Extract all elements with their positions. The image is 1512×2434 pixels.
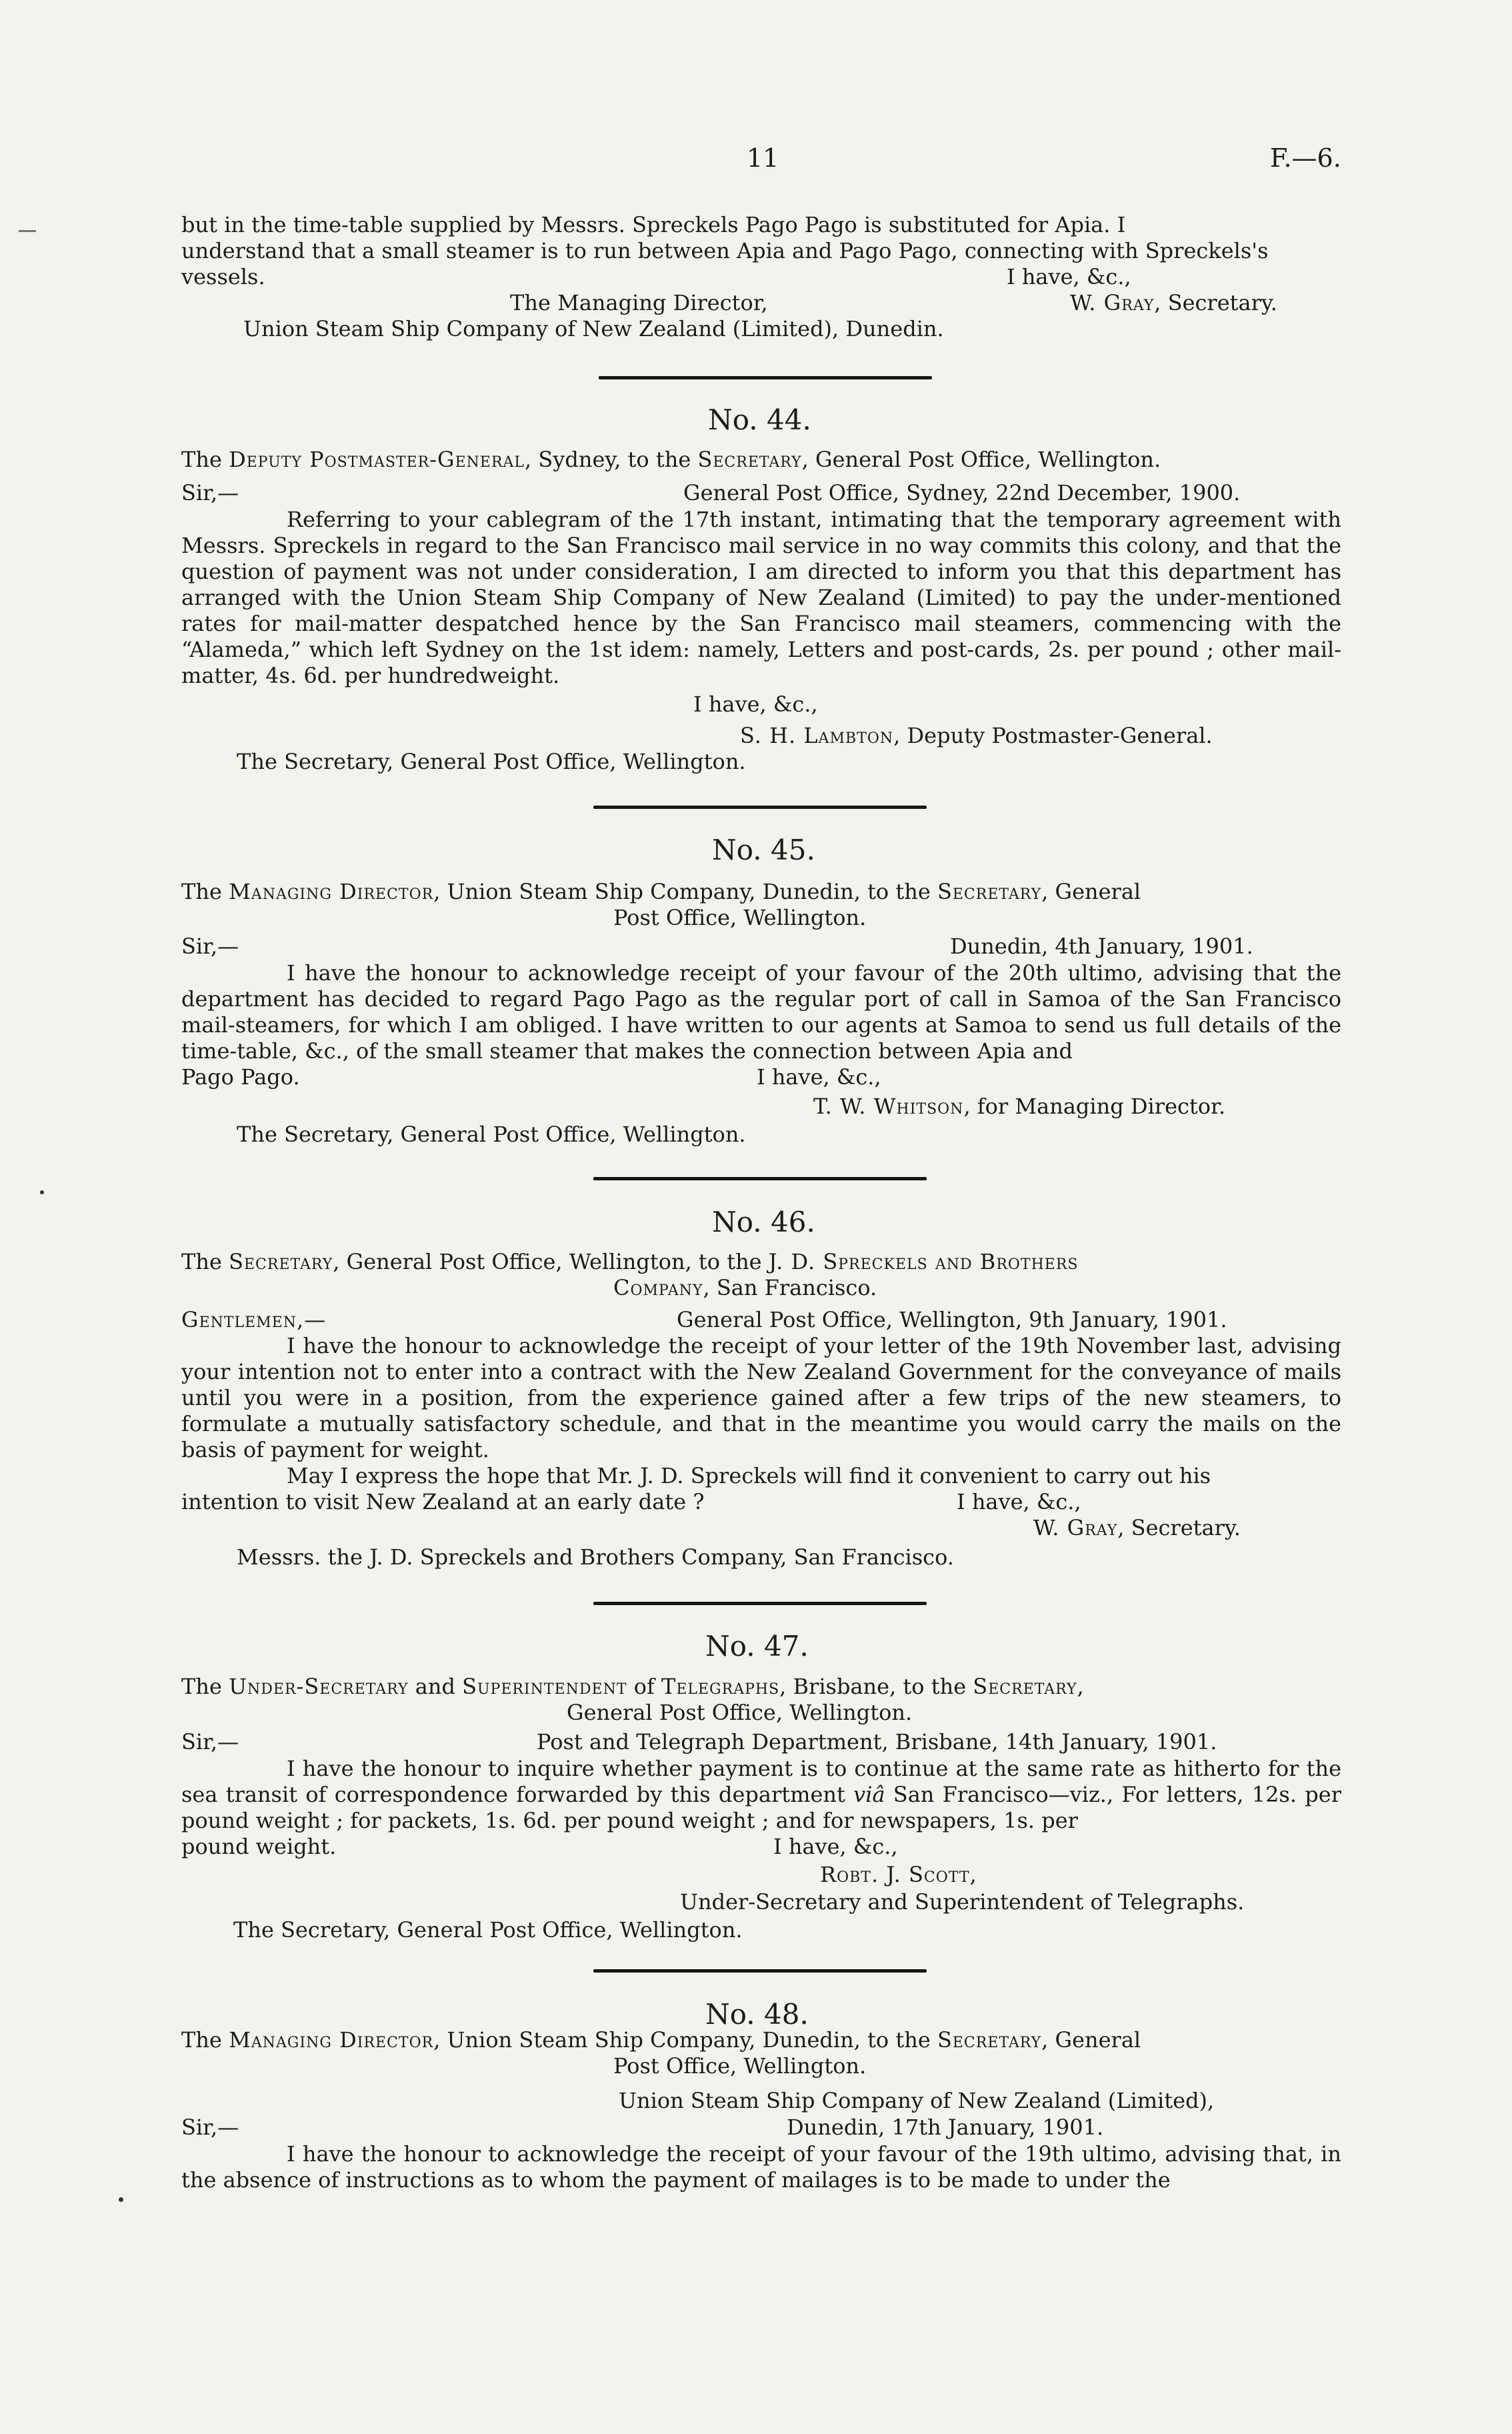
letter-body: Referring to your cablegram of the 17th instant, intimating that the temporary agreement with Messrs. Spreckels in regard to the San Francisco mail service in no way commits this colony, and that the question of payment was not under consideration, I am directed to inform you that this department has arranged with the Union Steam Ship Company of New Zealand (Limited) to pay the under-mentioned rates for mail-matter despatched hence by the San Francisco mail steamers, commencing with the “Alameda,” which left Sydney on the 1st idem: namely, Letters and post-cards, 2s. per pound ; other mail-matter, 4s. 6d. per hundredweight. bbox=[181, 507, 1341, 688]
letter-body-last-line: Pago Pago. bbox=[181, 1064, 300, 1090]
addressee: The Secretary, General Post Office, Wellington. bbox=[233, 1917, 743, 1943]
letter-number: No. 46. bbox=[712, 1206, 815, 1238]
letter-heading: The Managing Director, Union Steam Ship Company, Dunedin, to the Secretary, General bbox=[181, 879, 1141, 904]
section-divider bbox=[599, 376, 932, 379]
addressee-organization: Union Steam Ship Company of New Zealand (Limited), Dunedin. bbox=[243, 316, 944, 341]
closing: I have, &c., bbox=[773, 1834, 898, 1859]
letter-heading: The Managing Director, Union Steam Ship Company, Dunedin, to the Secretary, General bbox=[181, 2027, 1141, 2053]
signature: T. W. Whitson, for Managing Director. bbox=[813, 1094, 1225, 1119]
letter-body: I have the honour to acknowledge receipt of your favour of the 20th ultimo, advising that the department has decided to regard Pago Pago as the regular port of call in Samoa of the San Francisco mail-steamers, for which I am obliged. I have written to our agents at Samoa to send us full details of the time-table, &c., of the small steamer that makes the connection between Apia and bbox=[181, 960, 1341, 1064]
addressee: Messrs. the J. D. Spreckels and Brothers Company, San Francisco. bbox=[237, 1544, 954, 1570]
section-divider bbox=[593, 1602, 927, 1605]
letter-body-2-last-line: intention to visit New Zealand at an early date ? bbox=[181, 1489, 705, 1514]
letter-number: No. 47. bbox=[705, 1630, 809, 1662]
signature: W. Gray, Secretary. bbox=[1033, 1515, 1241, 1540]
addressee: The Secretary, General Post Office, Wellington. bbox=[237, 749, 746, 774]
closing: I have, &c., bbox=[757, 1064, 881, 1090]
page-number: 11 bbox=[747, 143, 779, 173]
letter-number: No. 48. bbox=[705, 1998, 809, 2031]
section-divider bbox=[593, 1969, 927, 1973]
signer-name: W. Gray bbox=[1070, 290, 1155, 315]
salutation: Sir,— bbox=[181, 2115, 239, 2140]
continuation-line-2: understand that a small steamer is to run between Apia and Pago Pago, connecting with Spreckels's bbox=[181, 238, 1269, 263]
sender-line: Union Steam Ship Company of New Zealand (Limited), bbox=[619, 2088, 1215, 2113]
letter-number: No. 45. bbox=[712, 834, 815, 866]
section-divider bbox=[593, 1177, 927, 1180]
scan-mark bbox=[19, 230, 36, 232]
scan-mark bbox=[119, 2197, 123, 2202]
letter-heading-line-2: Company, San Francisco. bbox=[613, 1275, 877, 1300]
closing: I have, &c., bbox=[957, 1489, 1081, 1514]
letter-body-last-line: pound weight. bbox=[181, 1834, 337, 1859]
signature: Robt. J. Scott, bbox=[820, 1862, 977, 1887]
addressee: The Managing Director, bbox=[510, 290, 768, 315]
dateline: General Post Office, Sydney, 22nd December, 1900. bbox=[683, 480, 1241, 505]
addressee: The Secretary, General Post Office, Wellington. bbox=[237, 1122, 746, 1147]
signer-role: Under-Secretary and Superintendent of Telegraphs. bbox=[680, 1889, 1245, 1915]
letter-heading-line-2: Post Office, Wellington. bbox=[613, 905, 867, 930]
dateline: Post and Telegraph Department, Brisbane, 14th January, 1901. bbox=[537, 1729, 1217, 1754]
dateline: General Post Office, Wellington, 9th January, 1901. bbox=[677, 1307, 1227, 1332]
salutation: Gentlemen,— bbox=[181, 1307, 327, 1332]
salutation: Sir,— bbox=[181, 480, 239, 505]
letter-body: I have the honour to acknowledge the receipt of your favour of the 19th ultimo, advising that, in the absence of instructions as to whom the payment of mailages is to be made to under the bbox=[181, 2141, 1341, 2193]
dateline: Dunedin, 17th January, 1901. bbox=[787, 2115, 1104, 2140]
letter-heading: The Secretary, General Post Office, Wellington, to the J. D. Spreckels and Brothers bbox=[181, 1249, 1079, 1274]
document-reference: F.—6. bbox=[1270, 143, 1341, 173]
continuation-line-3: vessels. bbox=[181, 264, 265, 289]
closing: I have, &c., bbox=[1007, 264, 1131, 289]
scan-mark bbox=[40, 1190, 44, 1194]
section-divider bbox=[593, 806, 927, 809]
salutation: Sir,— bbox=[181, 1729, 239, 1754]
signature: S. H. Lambton, Deputy Postmaster-General. bbox=[740, 723, 1213, 748]
letter-heading: The Under-Secretary and Superintendent of Telegraphs, Brisbane, to the Secretary, bbox=[181, 1674, 1084, 1699]
signer-title: , Secretary. bbox=[1154, 290, 1277, 315]
salutation: Sir,— bbox=[181, 934, 239, 959]
signature bbox=[1070, 290, 1277, 316]
letter-body: I have the honour to inquire whether payment is to continue at the same rate as hitherto for the sea transit of correspondence forwarded by this department viâ San Francisco—viz., For letters, 12s. per pound weight ; for packets, 1s. 6d. per pound weight ; and for newspapers, 1s. per bbox=[181, 1756, 1342, 1833]
letter-heading-line-2: Post Office, Wellington. bbox=[613, 2053, 867, 2079]
letter-heading: The Deputy Postmaster-General, Sydney, to the Secretary, General Post Office, Wellington. bbox=[181, 447, 1161, 472]
closing: I have, &c., bbox=[693, 692, 818, 717]
letter-body: I have the honour to acknowledge the receipt of your letter of the 19th November last, advising your intention not to enter into a contract with the New Zealand Government for the conveyance of mails until you were in a position, from the experience gained after a few trips of the new steamers, to formulate a mutually satisfactory schedule, and that in the meantime you would carry the mails on the basis of payment for weight. bbox=[181, 1333, 1341, 1462]
continuation-line-1: but in the time-table supplied by Messrs. Spreckels Pago Pago is substituted for Apia. I bbox=[181, 212, 1126, 237]
letter-heading-line-2: General Post Office, Wellington. bbox=[567, 1700, 913, 1725]
letter-body-2: May I express the hope that Mr. J. D. Spreckels will find it convenient to carry out his bbox=[287, 1463, 1211, 1488]
dateline: Dunedin, 4th January, 1901. bbox=[950, 934, 1253, 959]
letter-number: No. 44. bbox=[708, 403, 811, 436]
